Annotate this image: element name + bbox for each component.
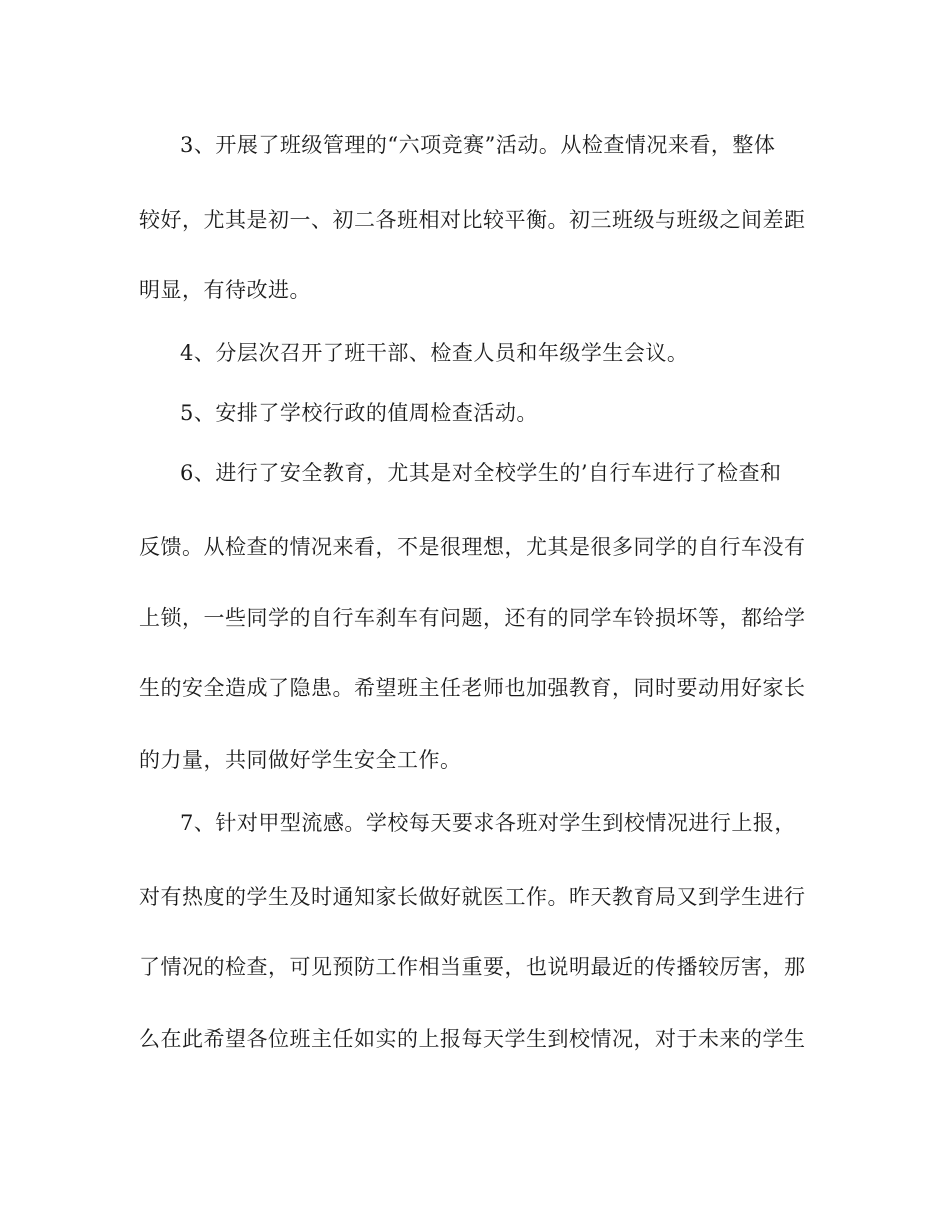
- paragraph-7-line-2: 对有热度的学生及时通知家长做好就医工作。昨天教育局又到学生进行: [139, 885, 806, 909]
- paragraph-7-line-4: 么在此希望各位班主任如实的上报每天学生到校情况，对于未来的学生: [139, 1027, 806, 1051]
- paragraph-3-line-2: 较好，尤其是初一、初二各班相对比较平衡。初三班级与班级之间差距: [139, 208, 806, 232]
- paragraph-4-line-1: 4、分层次召开了班干部、检查人员和年级学生会议。: [180, 341, 689, 365]
- paragraph-6-line-5: 的力量，共同做好学生安全工作。: [139, 748, 462, 772]
- paragraph-7-line-1: 7、针对甲型流感。学校每天要求各班对学生到校情况进行上报，: [180, 811, 796, 835]
- paragraph-6-line-3: 上锁，一些同学的自行车刹车有问题，还有的同学车铃损坏等，都给学: [139, 606, 806, 630]
- paragraph-3-line-3: 明显，有待改进。: [139, 278, 311, 302]
- paragraph-6-line-2: 反馈。从检查的情况来看，不是很理想，尤其是很多同学的自行车没有: [139, 535, 806, 559]
- paragraph-5-line-1: 5、安排了学校行政的值周检查活动。: [180, 401, 538, 425]
- paragraph-6-line-1: 6、进行了安全教育，尤其是对全校学生的’自行车进行了检查和: [180, 461, 782, 485]
- paragraph-3-line-1: 3、开展了班级管理的“六项竞赛”活动。从检查情况来看，整体: [180, 133, 776, 157]
- paragraph-6-line-4: 生的安全造成了隐患。希望班主任老师也加强教育，同时要动用好家长: [139, 676, 806, 700]
- paragraph-7-line-3: 了情况的检查，可见预防工作相当重要，也说明最近的传播较厉害，那: [139, 955, 806, 979]
